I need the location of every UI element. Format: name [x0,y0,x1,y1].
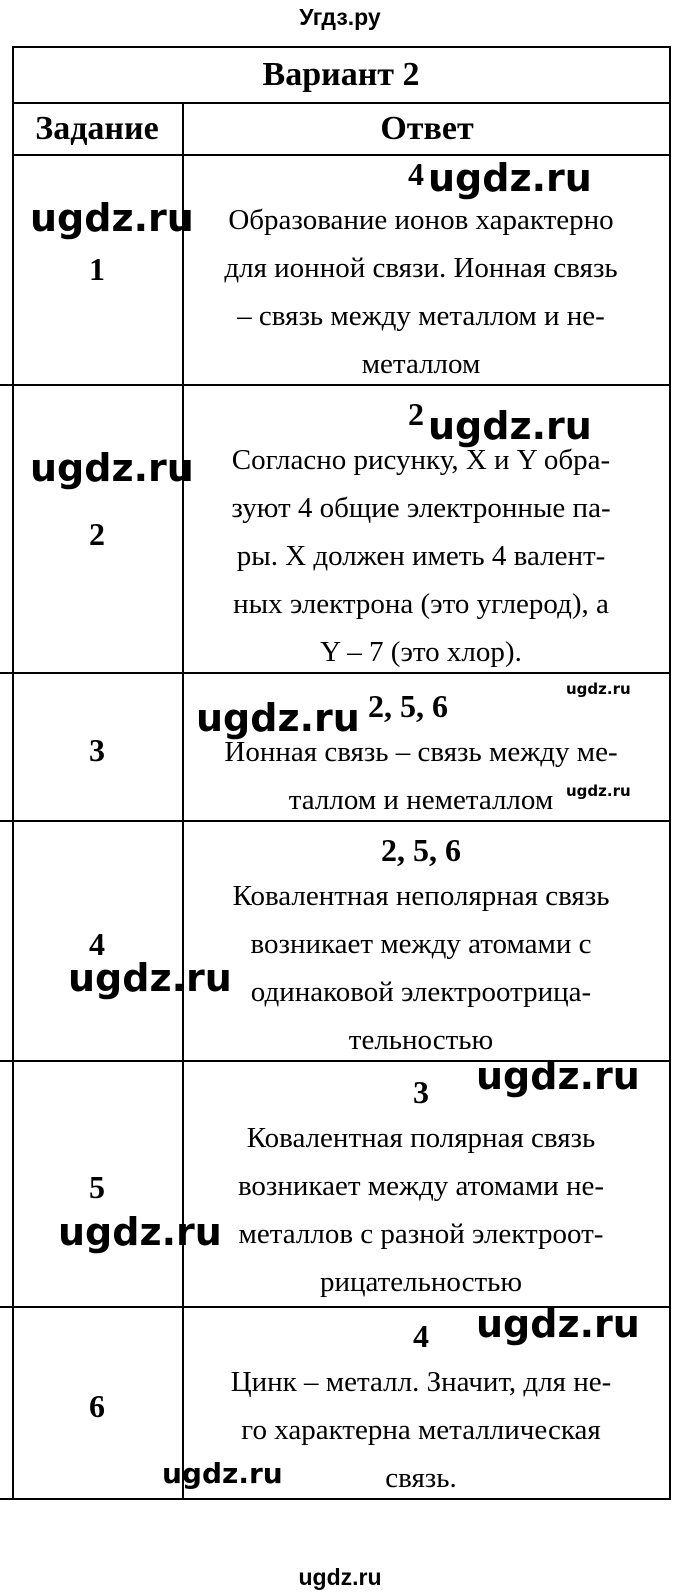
answer-line: рицательностью [319,1266,523,1298]
watermark: ugdz.ru [476,1302,640,1346]
answer-line: го характерна металлическая [241,1414,601,1446]
watermark: ugdz.ru [566,782,631,800]
answer-line: – связь между металлом и не- [237,300,605,332]
column-divider [182,102,184,1500]
watermark: ugdz.ru [30,196,194,240]
answer-line: Ионная связь – связь между ме- [224,736,618,768]
table-border-right [669,46,671,1500]
answer-cell [186,828,656,1064]
answer-line: Цинк – металл. Значит, для не- [230,1366,612,1398]
answer-key: 3 [413,1074,429,1110]
answer-key: 4 [413,1318,429,1354]
watermark: ugdz.ru [476,1054,640,1098]
task-number: 3 [89,732,105,768]
answer-line: Согласно рисунку, X и Y обра- [231,444,611,476]
task-number: 1 [89,251,105,287]
task-number: 6 [89,1388,105,1424]
answer-line: Ковалентная неполярная связь [232,880,610,912]
watermark: ugdz.ru [428,156,592,200]
answer-line: одинаковой электроотрица- [250,976,592,1008]
answer-line: связь. [385,1462,457,1494]
watermark: ugdz.ru [196,696,360,740]
site-header: Угдз.ру [299,4,381,30]
watermark: ugdz.ru [58,1210,222,1254]
watermark: ugdz.ru [428,404,592,448]
answer-key: 4 [408,156,424,192]
task-number: 5 [89,1169,105,1205]
answer-line: возникает между атомами с [250,928,592,960]
answer-cell [186,1070,656,1306]
task-number: 4 [89,926,105,962]
watermark: ugdz.ru [68,956,232,1000]
answer-line: Образование ионов характерно [228,204,614,236]
answer-key: 2 [408,396,424,432]
answer-line: ных электрона (это углерод), а [233,588,609,620]
answer-line: Ковалентная полярная связь [246,1122,596,1154]
column-header-answer: Ответ [380,110,474,147]
watermark: ugdz.ru [566,680,631,698]
site-footer: ugdz.ru [298,1564,382,1590]
answer-line: зуют 4 общие электронные па- [231,492,611,524]
answer-line: для ионной связи. Ионная связь [224,252,618,284]
answer-key: 2, 5, 6 [381,832,461,868]
answer-line: ры. X должен иметь 4 валент- [236,540,606,572]
task-number: 2 [89,516,105,552]
answer-line: металлов с разной электроот- [238,1218,604,1250]
answer-key: 2, 5, 6 [368,688,448,724]
column-header-task: Задание [35,110,159,147]
variant-title: Вариант 2 [262,56,420,93]
answer-line: тельностью [348,1024,494,1056]
answer-line: возникает между атомами не- [237,1170,605,1202]
answer-line: Y – 7 (это хлор). [320,636,522,668]
answer-line: металлом [361,348,481,380]
watermark: ugdz.ru [162,1457,283,1490]
answer-line: таллом и неметаллом [288,784,554,816]
watermark: ugdz.ru [30,446,194,490]
